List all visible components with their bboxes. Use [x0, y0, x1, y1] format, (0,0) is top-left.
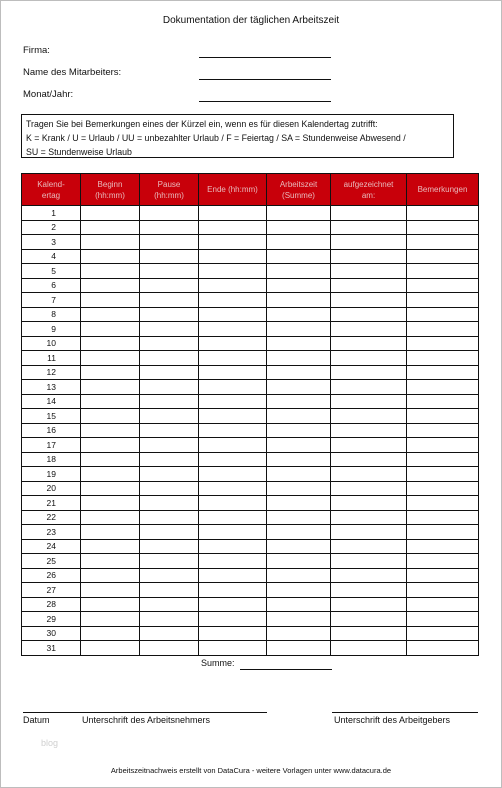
day-number-cell: 10 — [22, 336, 81, 351]
day-number-cell: 17 — [22, 438, 81, 453]
entry-cell[interactable] — [407, 264, 479, 279]
table-row — [22, 351, 479, 366]
table-header-text: Bemerkungen — [417, 185, 468, 194]
entry-cell[interactable] — [140, 481, 199, 496]
entry-cell[interactable] — [81, 336, 140, 351]
entry-cell[interactable] — [81, 380, 140, 395]
table-row — [22, 626, 479, 641]
table-header-cell — [331, 174, 407, 206]
entry-cell[interactable] — [81, 554, 140, 569]
entry-cell[interactable] — [199, 510, 267, 525]
table-header-text: aufgezeichnet — [343, 179, 394, 189]
entry-cell[interactable] — [199, 452, 267, 467]
entry-cell[interactable] — [331, 583, 407, 598]
table-row — [22, 235, 479, 250]
table-row — [22, 278, 479, 293]
entry-cell[interactable] — [140, 612, 199, 627]
entry-cell[interactable] — [199, 249, 267, 264]
entry-cell[interactable] — [81, 220, 140, 235]
table-row — [22, 467, 479, 482]
table-row — [22, 539, 479, 554]
day-number-cell: 13 — [22, 380, 81, 395]
entry-cell[interactable] — [407, 568, 479, 583]
entry-cell[interactable] — [267, 510, 331, 525]
table-header-text: Pause — [157, 179, 181, 189]
entry-cell[interactable] — [331, 467, 407, 482]
entry-cell[interactable] — [199, 525, 267, 540]
entry-cell[interactable] — [407, 626, 479, 641]
entry-cell[interactable] — [267, 597, 331, 612]
day-number-cell: 23 — [22, 525, 81, 540]
entry-cell[interactable] — [407, 525, 479, 540]
day-number-cell: 9 — [22, 322, 81, 337]
entry-cell[interactable] — [331, 597, 407, 612]
table-header-cell — [407, 174, 479, 206]
entry-cell[interactable] — [81, 235, 140, 250]
entry-cell[interactable] — [199, 423, 267, 438]
signature-line-arbeitnehmer[interactable] — [23, 712, 267, 713]
entry-cell[interactable] — [267, 307, 331, 322]
day-number-cell: 16 — [22, 423, 81, 438]
entry-cell[interactable] — [331, 380, 407, 395]
table-row — [22, 481, 479, 496]
entry-cell[interactable] — [267, 322, 331, 337]
entry-cell[interactable] — [267, 249, 331, 264]
entry-cell[interactable] — [199, 307, 267, 322]
entry-cell[interactable] — [140, 278, 199, 293]
entry-cell[interactable] — [140, 293, 199, 308]
table-row — [22, 438, 479, 453]
entry-cell[interactable] — [140, 322, 199, 337]
table-row — [22, 322, 479, 337]
entry-cell[interactable] — [140, 423, 199, 438]
entry-cell[interactable] — [407, 220, 479, 235]
table-header-text: Arbeitszeit — [279, 179, 318, 189]
legend-box — [21, 114, 454, 158]
entry-cell[interactable] — [407, 322, 479, 337]
table-row — [22, 452, 479, 467]
entry-cell[interactable] — [140, 220, 199, 235]
table-header-cell — [81, 174, 140, 206]
entry-cell[interactable] — [140, 351, 199, 366]
entry-cell[interactable] — [267, 220, 331, 235]
entry-cell[interactable] — [81, 510, 140, 525]
day-number-cell: 4 — [22, 249, 81, 264]
entry-cell[interactable] — [140, 365, 199, 380]
entry-cell[interactable] — [407, 293, 479, 308]
entry-cell[interactable] — [267, 525, 331, 540]
day-number-cell: 5 — [22, 264, 81, 279]
entry-cell[interactable] — [331, 264, 407, 279]
table-header-text: (Summe) — [282, 190, 315, 200]
field-label-mitarbeiter: Name des Mitarbeiters: — [23, 67, 122, 78]
entry-cell[interactable] — [199, 206, 267, 221]
entry-cell[interactable] — [140, 452, 199, 467]
entry-cell[interactable] — [267, 293, 331, 308]
entry-cell[interactable] — [331, 481, 407, 496]
entry-cell[interactable] — [199, 365, 267, 380]
entry-cell[interactable] — [331, 278, 407, 293]
entry-cell[interactable] — [267, 409, 331, 424]
table-row — [22, 583, 479, 598]
entry-cell[interactable] — [81, 307, 140, 322]
entry-cell[interactable] — [267, 481, 331, 496]
entry-cell[interactable] — [331, 249, 407, 264]
entry-cell[interactable] — [81, 539, 140, 554]
signature-label-arbeitgeber: Unterschrift des Arbeitgebers — [334, 715, 451, 725]
entry-cell[interactable] — [199, 380, 267, 395]
entry-cell[interactable] — [331, 612, 407, 627]
table-row — [22, 220, 479, 235]
entry-cell[interactable] — [140, 394, 199, 409]
entry-cell[interactable] — [267, 423, 331, 438]
entry-cell[interactable] — [407, 496, 479, 511]
day-number-cell: 8 — [22, 307, 81, 322]
table-header-text: Ende (hh:mm) — [207, 185, 258, 194]
entry-cell[interactable] — [407, 249, 479, 264]
entry-cell[interactable] — [199, 394, 267, 409]
entry-cell[interactable] — [140, 583, 199, 598]
entry-cell[interactable] — [407, 641, 479, 656]
day-number-cell: 31 — [22, 641, 81, 656]
day-number-cell: 2 — [22, 220, 81, 235]
entry-cell[interactable] — [407, 409, 479, 424]
entry-cell[interactable] — [331, 351, 407, 366]
entry-cell[interactable] — [331, 220, 407, 235]
entry-cell[interactable] — [267, 264, 331, 279]
day-number-cell: 14 — [22, 394, 81, 409]
entry-cell[interactable] — [140, 554, 199, 569]
table-row — [22, 525, 479, 540]
entry-cell[interactable] — [199, 597, 267, 612]
entry-cell[interactable] — [199, 220, 267, 235]
table-row — [22, 293, 479, 308]
entry-cell[interactable] — [81, 206, 140, 221]
entry-cell[interactable] — [331, 336, 407, 351]
field-label-firma: Firma: — [23, 45, 50, 56]
table-row — [22, 336, 479, 351]
day-number-cell: 6 — [22, 278, 81, 293]
entry-cell[interactable] — [140, 235, 199, 250]
entry-cell[interactable] — [331, 394, 407, 409]
entry-cell[interactable] — [140, 409, 199, 424]
entry-cell[interactable] — [81, 481, 140, 496]
legend-line: Tragen Sie bei Bemerkungen eines der Kürzel ein, wenn es für diesen Kalendertag zutrifft: — [26, 119, 378, 129]
entry-cell[interactable] — [140, 568, 199, 583]
entry-cell[interactable] — [267, 539, 331, 554]
table-header-text: (hh:mm) — [154, 190, 184, 200]
day-number-cell: 15 — [22, 409, 81, 424]
day-number-cell: 19 — [22, 467, 81, 482]
table-header-cell — [199, 174, 267, 206]
entry-cell[interactable] — [199, 438, 267, 453]
entry-cell[interactable] — [407, 307, 479, 322]
day-number-cell: 21 — [22, 496, 81, 511]
entry-cell[interactable] — [199, 568, 267, 583]
legend-line: K = Krank / U = Urlaub / UU = unbezahlter Urlaub / F = Feiertag / SA = Stundenweise Abwesend / — [26, 133, 406, 143]
entry-cell[interactable] — [267, 626, 331, 641]
table-header-text: (hh:mm) — [95, 190, 125, 200]
entry-cell[interactable] — [267, 394, 331, 409]
entry-cell[interactable] — [199, 612, 267, 627]
entry-cell[interactable] — [81, 293, 140, 308]
entry-cell[interactable] — [199, 293, 267, 308]
entry-cell[interactable] — [331, 307, 407, 322]
entry-cell[interactable] — [267, 351, 331, 366]
entry-cell[interactable] — [140, 467, 199, 482]
day-number-cell: 24 — [22, 539, 81, 554]
entry-cell[interactable] — [199, 235, 267, 250]
day-number-cell: 26 — [22, 568, 81, 583]
entry-cell[interactable] — [331, 423, 407, 438]
entry-cell[interactable] — [140, 597, 199, 612]
datum-label: Datum — [23, 715, 50, 725]
entry-cell[interactable] — [81, 467, 140, 482]
entry-cell[interactable] — [407, 539, 479, 554]
summe-label: Summe: — [201, 658, 235, 668]
entry-cell[interactable] — [140, 510, 199, 525]
entry-cell[interactable] — [407, 438, 479, 453]
table-row — [22, 423, 479, 438]
entry-cell[interactable] — [407, 597, 479, 612]
entry-cell[interactable] — [199, 336, 267, 351]
entry-cell[interactable] — [331, 365, 407, 380]
table-row — [22, 510, 479, 525]
watermark: blog — [41, 738, 59, 748]
entry-cell[interactable] — [267, 438, 331, 453]
entry-cell[interactable] — [407, 612, 479, 627]
day-number-cell: 3 — [22, 235, 81, 250]
entry-cell[interactable] — [267, 554, 331, 569]
entry-cell[interactable] — [407, 278, 479, 293]
table-row — [22, 612, 479, 627]
entry-cell[interactable] — [331, 568, 407, 583]
entry-cell[interactable] — [267, 365, 331, 380]
day-number-cell: 29 — [22, 612, 81, 627]
field-label-monat-jahr: Monat/Jahr: — [23, 89, 74, 100]
entry-cell[interactable] — [331, 235, 407, 250]
entry-cell[interactable] — [81, 641, 140, 656]
entry-cell[interactable] — [331, 641, 407, 656]
entry-cell[interactable] — [407, 365, 479, 380]
time-table — [21, 173, 479, 656]
entry-cell[interactable] — [331, 409, 407, 424]
entry-cell[interactable] — [267, 452, 331, 467]
entry-cell[interactable] — [407, 554, 479, 569]
table-row — [22, 307, 479, 322]
entry-cell[interactable] — [81, 612, 140, 627]
entry-cell[interactable] — [140, 539, 199, 554]
day-number-cell: 20 — [22, 481, 81, 496]
day-number-cell: 12 — [22, 365, 81, 380]
table-header-text: Kalend- — [37, 179, 65, 189]
entry-cell[interactable] — [140, 336, 199, 351]
entry-cell[interactable] — [81, 597, 140, 612]
entry-cell[interactable] — [267, 641, 331, 656]
table-header-text: ertag — [41, 190, 61, 200]
entry-cell[interactable] — [407, 235, 479, 250]
day-number-cell: 18 — [22, 452, 81, 467]
entry-cell[interactable] — [140, 307, 199, 322]
table-row — [22, 409, 479, 424]
entry-cell[interactable] — [81, 568, 140, 583]
entry-cell[interactable] — [331, 293, 407, 308]
entry-cell[interactable] — [81, 278, 140, 293]
day-number-cell: 11 — [22, 351, 81, 366]
entry-cell[interactable] — [199, 583, 267, 598]
entry-cell[interactable] — [140, 641, 199, 656]
page-title: Dokumentation der täglichen Arbeitszeit — [162, 15, 340, 26]
entry-cell[interactable] — [199, 467, 267, 482]
entry-cell[interactable] — [199, 481, 267, 496]
entry-cell[interactable] — [267, 278, 331, 293]
entry-cell[interactable] — [331, 626, 407, 641]
entry-cell[interactable] — [199, 554, 267, 569]
entry-cell[interactable] — [407, 351, 479, 366]
table-header-text: Beginn — [97, 179, 123, 189]
entry-cell[interactable] — [140, 264, 199, 279]
entry-cell[interactable] — [81, 264, 140, 279]
entry-cell[interactable] — [199, 351, 267, 366]
table-row — [22, 380, 479, 395]
entry-cell[interactable] — [81, 438, 140, 453]
table-row — [22, 264, 479, 279]
field-line-monat-jahr[interactable] — [199, 101, 331, 102]
entry-cell[interactable] — [407, 423, 479, 438]
entry-cell[interactable] — [199, 626, 267, 641]
entry-cell[interactable] — [199, 264, 267, 279]
table-row — [22, 641, 479, 656]
table-row — [22, 554, 479, 569]
entry-cell[interactable] — [81, 496, 140, 511]
entry-cell[interactable] — [267, 583, 331, 598]
entry-cell[interactable] — [331, 554, 407, 569]
entry-cell[interactable] — [331, 322, 407, 337]
entry-cell[interactable] — [407, 583, 479, 598]
entry-cell[interactable] — [331, 206, 407, 221]
day-number-cell: 7 — [22, 293, 81, 308]
table-row — [22, 394, 479, 409]
table-row — [22, 365, 479, 380]
entry-cell[interactable] — [267, 612, 331, 627]
footer-text: Arbeitszeitnachweis erstellt von DataCura - weitere Vorlagen unter www.datacura.de — [110, 766, 392, 775]
entry-cell[interactable] — [407, 510, 479, 525]
field-line-mitarbeiter[interactable] — [199, 79, 331, 80]
table-header-text: am: — [361, 190, 376, 200]
table-header-cell — [267, 174, 331, 206]
entry-cell[interactable] — [199, 641, 267, 656]
entry-cell[interactable] — [81, 583, 140, 598]
entry-cell[interactable] — [267, 235, 331, 250]
entry-cell[interactable] — [140, 438, 199, 453]
summe-line[interactable] — [240, 669, 332, 670]
table-header-row — [22, 174, 479, 206]
signature-line-arbeitgeber[interactable] — [332, 712, 478, 713]
entry-cell[interactable] — [407, 481, 479, 496]
entry-cell[interactable] — [199, 539, 267, 554]
day-number-cell: 28 — [22, 597, 81, 612]
entry-cell[interactable] — [81, 322, 140, 337]
entry-cell[interactable] — [81, 452, 140, 467]
entry-cell[interactable] — [140, 206, 199, 221]
day-number-cell: 25 — [22, 554, 81, 569]
entry-cell[interactable] — [267, 568, 331, 583]
entry-cell[interactable] — [81, 394, 140, 409]
entry-cell[interactable] — [81, 525, 140, 540]
entry-cell[interactable] — [140, 525, 199, 540]
entry-cell[interactable] — [199, 278, 267, 293]
day-number-cell: 27 — [22, 583, 81, 598]
entry-cell[interactable] — [81, 423, 140, 438]
entry-cell[interactable] — [267, 206, 331, 221]
entry-cell[interactable] — [267, 467, 331, 482]
entry-cell[interactable] — [267, 336, 331, 351]
entry-cell[interactable] — [331, 539, 407, 554]
entry-cell[interactable] — [331, 525, 407, 540]
entry-cell[interactable] — [81, 409, 140, 424]
entry-cell[interactable] — [407, 394, 479, 409]
entry-cell[interactable] — [331, 452, 407, 467]
table-body — [22, 206, 479, 656]
entry-cell[interactable] — [81, 351, 140, 366]
entry-cell[interactable] — [199, 409, 267, 424]
field-line-firma[interactable] — [199, 57, 331, 58]
entry-cell[interactable] — [81, 626, 140, 641]
table-row — [22, 496, 479, 511]
entry-cell[interactable] — [407, 380, 479, 395]
entry-cell[interactable] — [407, 336, 479, 351]
entry-cell[interactable] — [331, 510, 407, 525]
table-row — [22, 568, 479, 583]
day-number-cell: 1 — [22, 206, 81, 221]
entry-cell[interactable] — [331, 438, 407, 453]
entry-cell[interactable] — [267, 496, 331, 511]
entry-cell[interactable] — [140, 380, 199, 395]
entry-cell[interactable] — [407, 452, 479, 467]
entry-cell[interactable] — [267, 380, 331, 395]
entry-cell[interactable] — [407, 467, 479, 482]
entry-cell[interactable] — [81, 365, 140, 380]
entry-cell[interactable] — [407, 206, 479, 221]
entry-cell[interactable] — [199, 322, 267, 337]
entry-cell[interactable] — [140, 249, 199, 264]
table-row — [22, 597, 479, 612]
entry-cell[interactable] — [199, 496, 267, 511]
table-header-cell — [22, 174, 81, 206]
entry-cell[interactable] — [331, 496, 407, 511]
entry-cell[interactable] — [140, 626, 199, 641]
table-row — [22, 206, 479, 221]
signature-label-arbeitnehmer: Unterschrift des Arbeitsnehmers — [82, 715, 211, 725]
table-header-cell — [140, 174, 199, 206]
legend-line: SU = Stundenweise Urlaub — [26, 147, 132, 157]
day-number-cell: 30 — [22, 626, 81, 641]
entry-cell[interactable] — [140, 496, 199, 511]
day-number-cell: 22 — [22, 510, 81, 525]
table-row — [22, 249, 479, 264]
entry-cell[interactable] — [81, 249, 140, 264]
